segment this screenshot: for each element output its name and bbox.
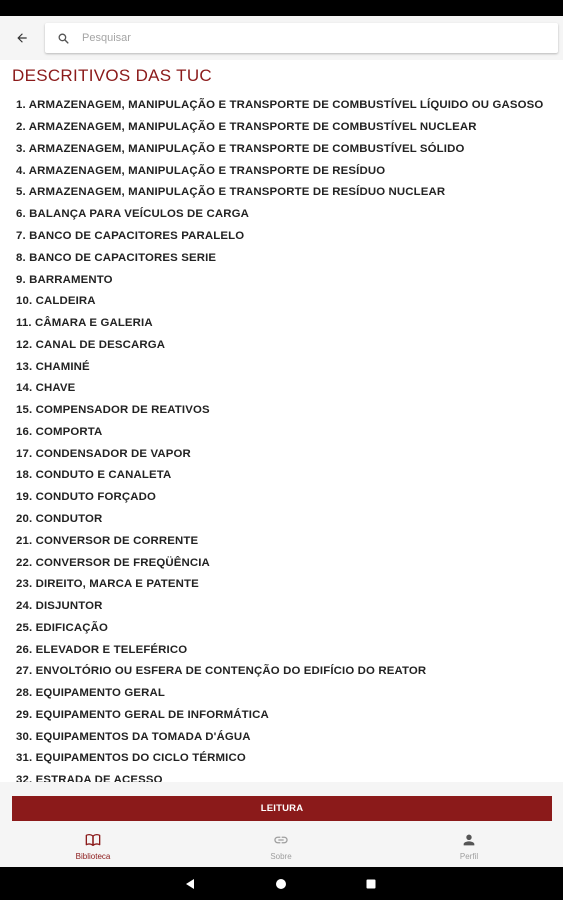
- nav-item-biblioteca[interactable]: [48, 831, 138, 865]
- list-item[interactable]: 11. CÂMARA E GALERIA: [16, 317, 153, 329]
- list-item[interactable]: 8. BANCO DE CAPACITORES SERIE: [16, 252, 217, 264]
- list-item[interactable]: 32. ESTRADA DE ACESSO: [16, 774, 163, 782]
- list-item[interactable]: 12. CANAL DE DESCARGA: [16, 339, 166, 351]
- list-item[interactable]: 24. DISJUNTOR: [16, 600, 103, 612]
- list-item[interactable]: 13. CHAMINÉ: [16, 361, 90, 373]
- list-item[interactable]: 23. DIREITO, MARCA E PATENTE: [16, 578, 199, 590]
- search-icon: [56, 31, 70, 45]
- list-item[interactable]: 28. EQUIPAMENTO GERAL: [16, 687, 165, 699]
- nav-label: Biblioteca: [75, 852, 111, 861]
- list-item[interactable]: 10. CALDEIRA: [16, 295, 96, 307]
- list-item[interactable]: 25. EDIFICAÇÃO: [16, 622, 108, 634]
- system-navigation-bar: [0, 867, 563, 900]
- book-icon: [84, 831, 102, 849]
- list-item[interactable]: 19. CONDUTO FORÇADO: [16, 491, 156, 503]
- list-item[interactable]: 15. COMPENSADOR DE REATIVOS: [16, 404, 210, 416]
- list-item[interactable]: 20. CONDUTOR: [16, 513, 103, 525]
- nav-label: Sobre: [270, 852, 292, 861]
- system-recents-icon[interactable]: [362, 875, 380, 893]
- list-item[interactable]: 6. BALANÇA PARA VEÍCULOS DE CARGA: [16, 208, 249, 220]
- list-item[interactable]: 27. ENVOLTÓRIO OU ESFERA DE CONTENÇÃO DO EDIFÍCIO DO REATOR: [16, 665, 427, 677]
- app-bar: [0, 16, 563, 60]
- list-item[interactable]: 17. CONDENSADOR DE VAPOR: [16, 448, 191, 460]
- list-item[interactable]: 4. ARMAZENAGEM, MANIPULAÇÃO E TRANSPORTE DE RESÍDUO: [16, 165, 386, 177]
- list-item[interactable]: 14. CHAVE: [16, 382, 76, 394]
- read-button[interactable]: LEITURA: [12, 796, 552, 821]
- list-item[interactable]: 22. CONVERSOR DE FREQÜÊNCIA: [16, 557, 210, 569]
- nav-item-sobre[interactable]: [236, 831, 326, 865]
- list-item[interactable]: 1. ARMAZENAGEM, MANIPULAÇÃO E TRANSPORTE DE COMBUSTÍVEL LÍQUIDO OU GASOSO: [16, 99, 544, 111]
- list-item[interactable]: 9. BARRAMENTO: [16, 274, 113, 286]
- nav-label: Perfil: [459, 852, 479, 861]
- search-box[interactable]: [45, 23, 558, 53]
- nav-item-perfil[interactable]: [424, 831, 514, 865]
- list-item[interactable]: 18. CONDUTO E CANALETA: [16, 469, 172, 481]
- system-back-icon[interactable]: [181, 875, 199, 893]
- list-item[interactable]: 26. ELEVADOR E TELEFÉRICO: [16, 644, 188, 656]
- person-icon: [460, 831, 478, 849]
- tuc-list[interactable]: [0, 94, 563, 782]
- list-item[interactable]: 3. ARMAZENAGEM, MANIPULAÇÃO E TRANSPORTE DE COMBUSTÍVEL SÓLIDO: [16, 143, 465, 155]
- list-item[interactable]: 30. EQUIPAMENTOS DA TOMADA D'ÁGUA: [16, 731, 251, 743]
- status-bar: [0, 0, 563, 16]
- list-item[interactable]: 29. EQUIPAMENTO GERAL DE INFORMÁTICA: [16, 709, 269, 721]
- arrow-left-icon: [15, 31, 29, 45]
- list-item[interactable]: 31. EQUIPAMENTOS DO CICLO TÉRMICO: [16, 752, 246, 764]
- page-title: DESCRITIVOS DAS TUC: [12, 66, 212, 85]
- back-button[interactable]: [8, 25, 36, 51]
- list-item[interactable]: 2. ARMAZENAGEM, MANIPULAÇÃO E TRANSPORTE DE COMBUSTÍVEL NUCLEAR: [16, 121, 477, 133]
- list-item[interactable]: 16. COMPORTA: [16, 426, 103, 438]
- search-input[interactable]: [82, 32, 522, 44]
- list-item[interactable]: 7. BANCO DE CAPACITORES PARALELO: [16, 230, 245, 242]
- link-icon: [272, 831, 290, 849]
- list-item[interactable]: 21. CONVERSOR DE CORRENTE: [16, 535, 199, 547]
- list-item[interactable]: 5. ARMAZENAGEM, MANIPULAÇÃO E TRANSPORTE DE RESÍDUO NUCLEAR: [16, 186, 446, 198]
- system-home-icon[interactable]: [272, 875, 290, 893]
- bottom-nav: [0, 825, 563, 867]
